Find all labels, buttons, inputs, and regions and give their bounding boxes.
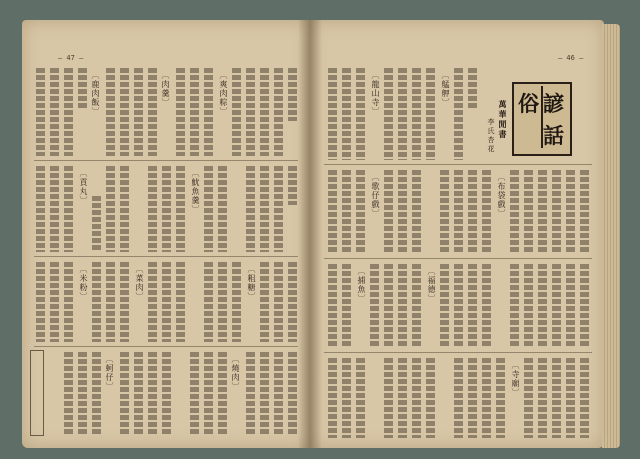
book-gutter xyxy=(298,20,322,448)
right-text-tier-4 xyxy=(324,358,594,438)
section-heading: 〔布袋戲〕 xyxy=(497,173,506,218)
left-text-tier-2 xyxy=(32,166,300,252)
section-heading: 〔爽肉粽〕 xyxy=(219,71,228,116)
section-heading: 〔捕魚〕 xyxy=(357,267,366,303)
right-text-tier-2 xyxy=(324,170,594,254)
footnote-box xyxy=(30,350,44,436)
left-page-number: — 47 — xyxy=(58,54,84,62)
section-heading: 〔粗糖〕 xyxy=(247,265,256,301)
column-author: 李氏杏花 xyxy=(487,118,495,154)
section-heading: 〔肉羹〕 xyxy=(161,71,170,107)
logo-char: 話 xyxy=(543,123,564,148)
left-text-tier-1 xyxy=(32,68,300,156)
section-heading: 〔米粉〕 xyxy=(79,265,88,301)
section-heading: 〔貢丸〕 xyxy=(79,169,88,205)
right-page-number: — 46 — xyxy=(558,54,584,62)
right-text-tier-1a xyxy=(324,68,484,160)
right-text-tier-3 xyxy=(324,264,594,348)
left-text-tier-4 xyxy=(32,352,300,436)
left-text-tier-3 xyxy=(32,262,300,342)
section-heading: 〔艋舺〕 xyxy=(441,71,450,107)
logo-char: 諺 xyxy=(543,91,564,116)
section-heading: 〔燒肉〕 xyxy=(231,355,240,391)
section-heading: 〔歌仔戲〕 xyxy=(371,173,380,218)
left-page xyxy=(22,20,310,448)
section-heading: 〔菜肉〕 xyxy=(135,265,144,301)
section-heading: 〔寺廟〕 xyxy=(511,361,520,397)
page-edges xyxy=(602,24,620,448)
column-title-logo xyxy=(512,82,572,156)
section-heading: 〔魷魚羹〕 xyxy=(191,169,200,214)
logo-char: 俗 xyxy=(518,91,539,116)
section-heading: 〔龍山寺〕 xyxy=(371,71,380,116)
section-heading: 〔福德〕 xyxy=(427,267,436,303)
column-subtitle: 萬華閒書 xyxy=(498,100,508,140)
section-heading: 〔蚵仔〕 xyxy=(105,355,114,391)
right-page xyxy=(310,20,604,448)
open-book xyxy=(22,20,620,448)
section-heading: 〔鹿肉飯〕 xyxy=(91,71,100,116)
